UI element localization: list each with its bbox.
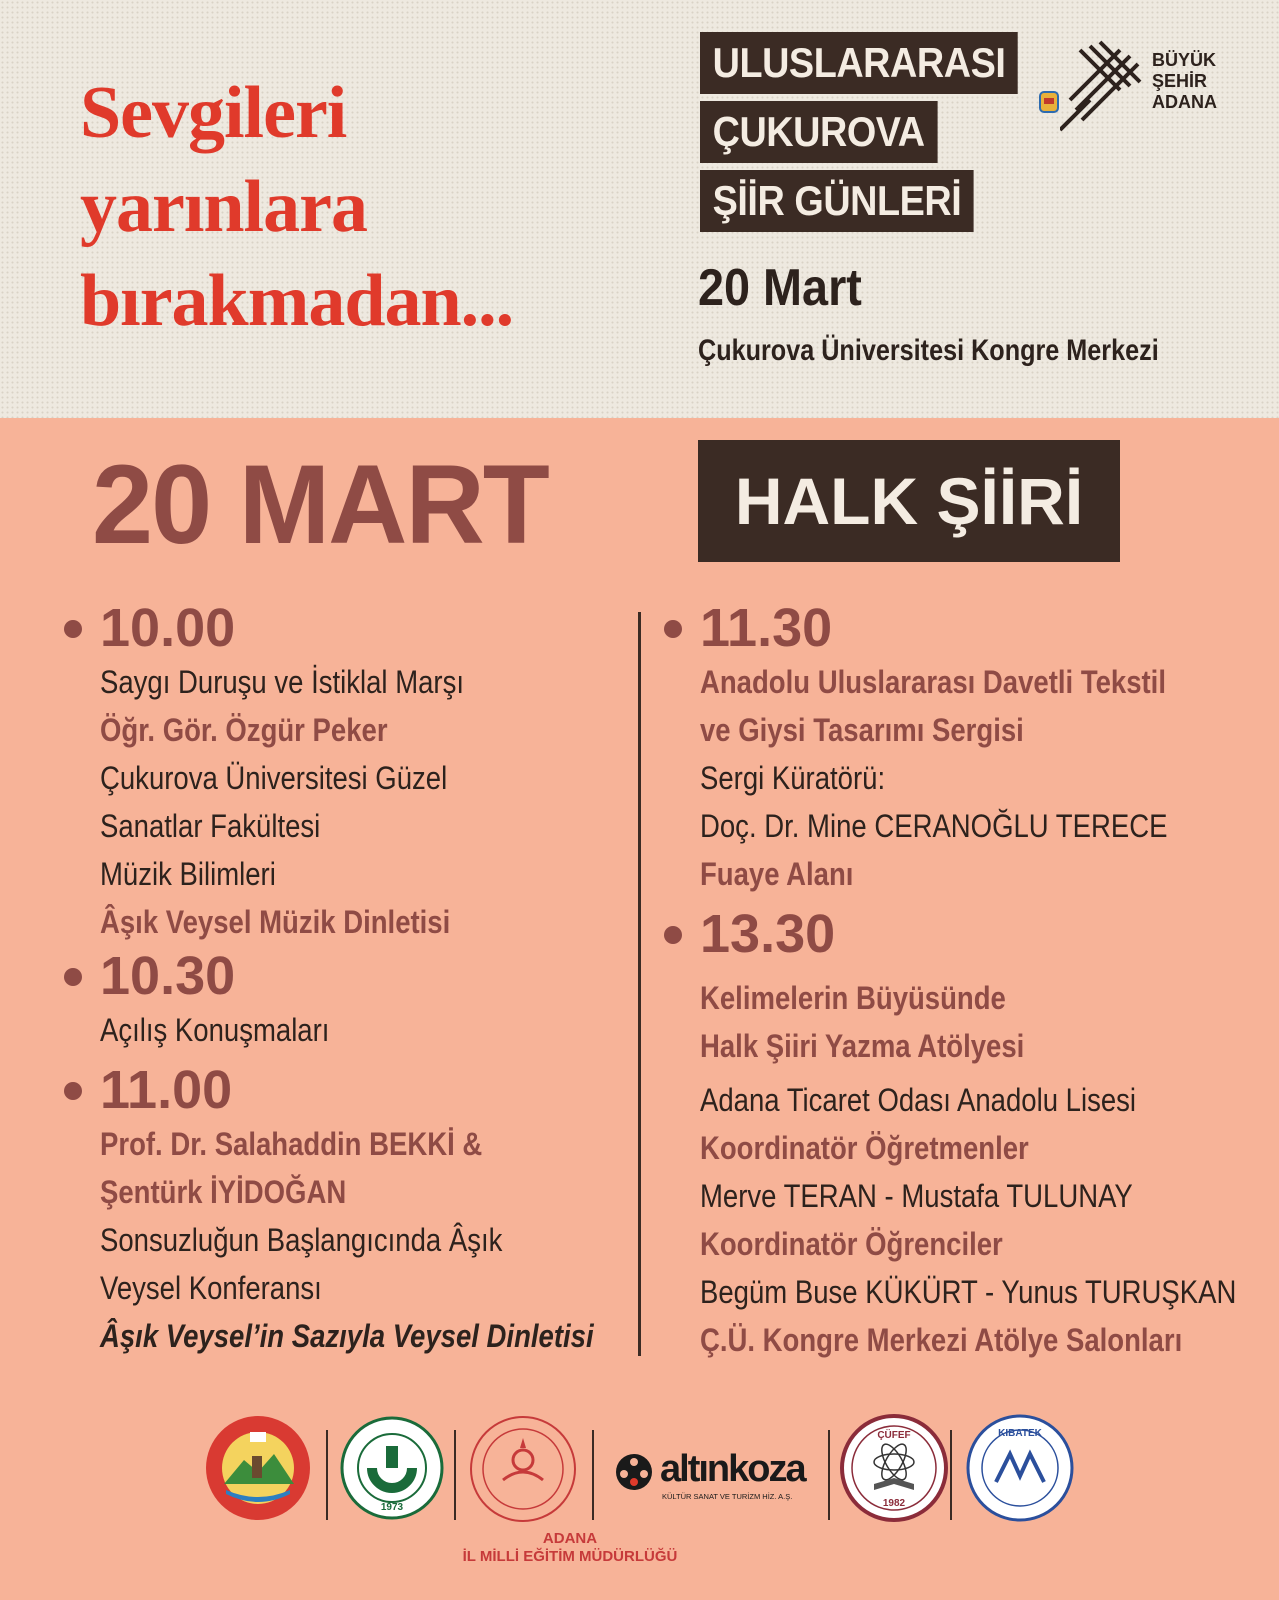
sponsor-logos: [0, 1410, 1279, 1600]
column-divider: [638, 612, 641, 1356]
buyuksehir-mark-icon: [1060, 40, 1150, 140]
right-schedule: [700, 598, 1270, 1364]
altinkoza-subtitle: KÜLTÜR SANAT VE TURİZM HİZ. A.Ş.: [662, 1492, 793, 1501]
slot-line: Müzik Bilimleri: [100, 856, 276, 892]
festival-title-line: ULUSLARARASI: [700, 32, 1018, 94]
slot-line: Sergi Küratörü:: [700, 760, 886, 796]
slot-line: Ç.Ü. Kongre Merkezi Atölye Salonları: [700, 1322, 1183, 1358]
logo-line: ADANA: [1152, 92, 1217, 112]
tagline-line: yarınlara: [80, 166, 367, 248]
adana-crest-icon: [1038, 90, 1060, 116]
slot-line: Şentürk İYİDOĞAN: [100, 1174, 347, 1210]
meb-caption: [440, 1530, 700, 1566]
slot-line: Prof. Dr. Salahaddin BEKKİ &: [100, 1126, 483, 1162]
slot-line: Çukurova Üniversitesi Güzel: [100, 760, 448, 796]
slot-line: Adana Ticaret Odası Anadolu Lisesi: [700, 1082, 1137, 1118]
slot-time: 10.30: [100, 946, 630, 1006]
cufef-year: 1982: [882, 1498, 906, 1509]
slot-line: ve Giysi Tasarımı Sergisi: [700, 712, 1024, 748]
logo-separator: [592, 1430, 594, 1520]
tagline-line: bırakmadan...: [80, 260, 514, 342]
slot-line: Saygı Duruşu ve İstiklal Marşı: [100, 664, 464, 700]
schedule-slot: [700, 904, 1270, 1364]
schedule-slot: [700, 598, 1270, 898]
schedule-slot: [100, 946, 630, 1054]
slot-line: Sanatlar Fakültesi: [100, 808, 321, 844]
logo-separator: [828, 1430, 830, 1520]
schedule-slot: [100, 598, 630, 946]
slot-line: Halk Şiiri Yazma Atölyesi: [700, 1028, 1025, 1064]
meb-caption-line: İL MİLLİ EĞİTİM MÜDÜRLÜĞÜ: [462, 1548, 678, 1565]
festival-title-line: ŞİİR GÜNLERİ: [700, 170, 974, 232]
logo-separator: [326, 1430, 328, 1520]
day-title: 20 MART: [92, 442, 548, 567]
festival-date: 20 Mart: [698, 259, 862, 317]
slot-time: 13.30: [700, 904, 1270, 964]
festival-venue: Çukurova Üniversitesi Kongre Merkezi: [698, 334, 1159, 367]
tagline-line: Sevgileri: [80, 72, 347, 154]
slot-line: Kelimelerin Büyüsünde: [700, 980, 1006, 1016]
theme-title: HALK ŞİİRİ: [698, 440, 1120, 562]
slot-time: 11.30: [700, 598, 1270, 658]
slot-line: Koordinatör Öğretmenler: [700, 1130, 1029, 1166]
meb-logo: [468, 1414, 578, 1524]
logo-separator: [950, 1430, 952, 1520]
schedule-slot: [100, 1060, 630, 1360]
slot-line: Âşık Veysel’in Sazıyla Veysel Dinletisi: [100, 1318, 594, 1354]
slot-line: Fuaye Alanı: [700, 856, 854, 892]
slot-line: Anadolu Uluslararası Davetli Tekstil: [700, 664, 1166, 700]
cufef-title: ÇÜFEF: [877, 1430, 911, 1441]
slot-line: Sonsuzluğun Başlangıcında Âşık: [100, 1222, 503, 1258]
kibatek-logo: [966, 1414, 1074, 1522]
slot-line: Âşık Veysel Müzik Dinletisi: [100, 904, 451, 940]
slot-line: Merve TERAN - Mustafa TULUNAY: [700, 1178, 1133, 1214]
buyuksehir-adana-label: [1152, 50, 1217, 113]
logo-line: BÜYÜK: [1152, 50, 1217, 70]
tagline: [80, 66, 513, 348]
cukurova-universitesi-logo: [340, 1416, 444, 1520]
slot-line: Begüm Buse KÜKÜRT - Yunus TURUŞKAN: [700, 1274, 1237, 1310]
altinkoza-logo: [614, 1448, 824, 1504]
slot-line: Koordinatör Öğrenciler: [700, 1226, 1003, 1262]
festival-title: [700, 32, 1053, 239]
slot-time: 10.00: [100, 598, 630, 658]
slot-time: 11.00: [100, 1060, 630, 1120]
festival-title-line: ÇUKUROVA: [700, 101, 937, 163]
slot-line: Açılış Konuşmaları: [100, 1012, 330, 1048]
slot-line: Öğr. Gör. Özgür Peker: [100, 712, 388, 748]
film-reel-icon: [614, 1452, 654, 1492]
slot-line: Doç. Dr. Mine CERANOĞLU TERECE: [700, 808, 1168, 844]
adana-valiligi-logo: [204, 1414, 312, 1522]
cu-year: 1973: [380, 1502, 404, 1513]
meb-caption-line: ADANA: [542, 1530, 598, 1547]
logo-separator: [454, 1430, 456, 1520]
logo-line: ŞEHİR: [1152, 71, 1208, 91]
buyuksehir-adana-logo: [1060, 40, 1230, 140]
slot-line: Veysel Konferansı: [100, 1270, 322, 1306]
cufef-logo: [840, 1414, 948, 1522]
left-schedule: [100, 598, 630, 1360]
altinkoza-word: altınkoza: [660, 1448, 805, 1490]
kibatek-name: KIBATEK: [998, 1428, 1042, 1439]
